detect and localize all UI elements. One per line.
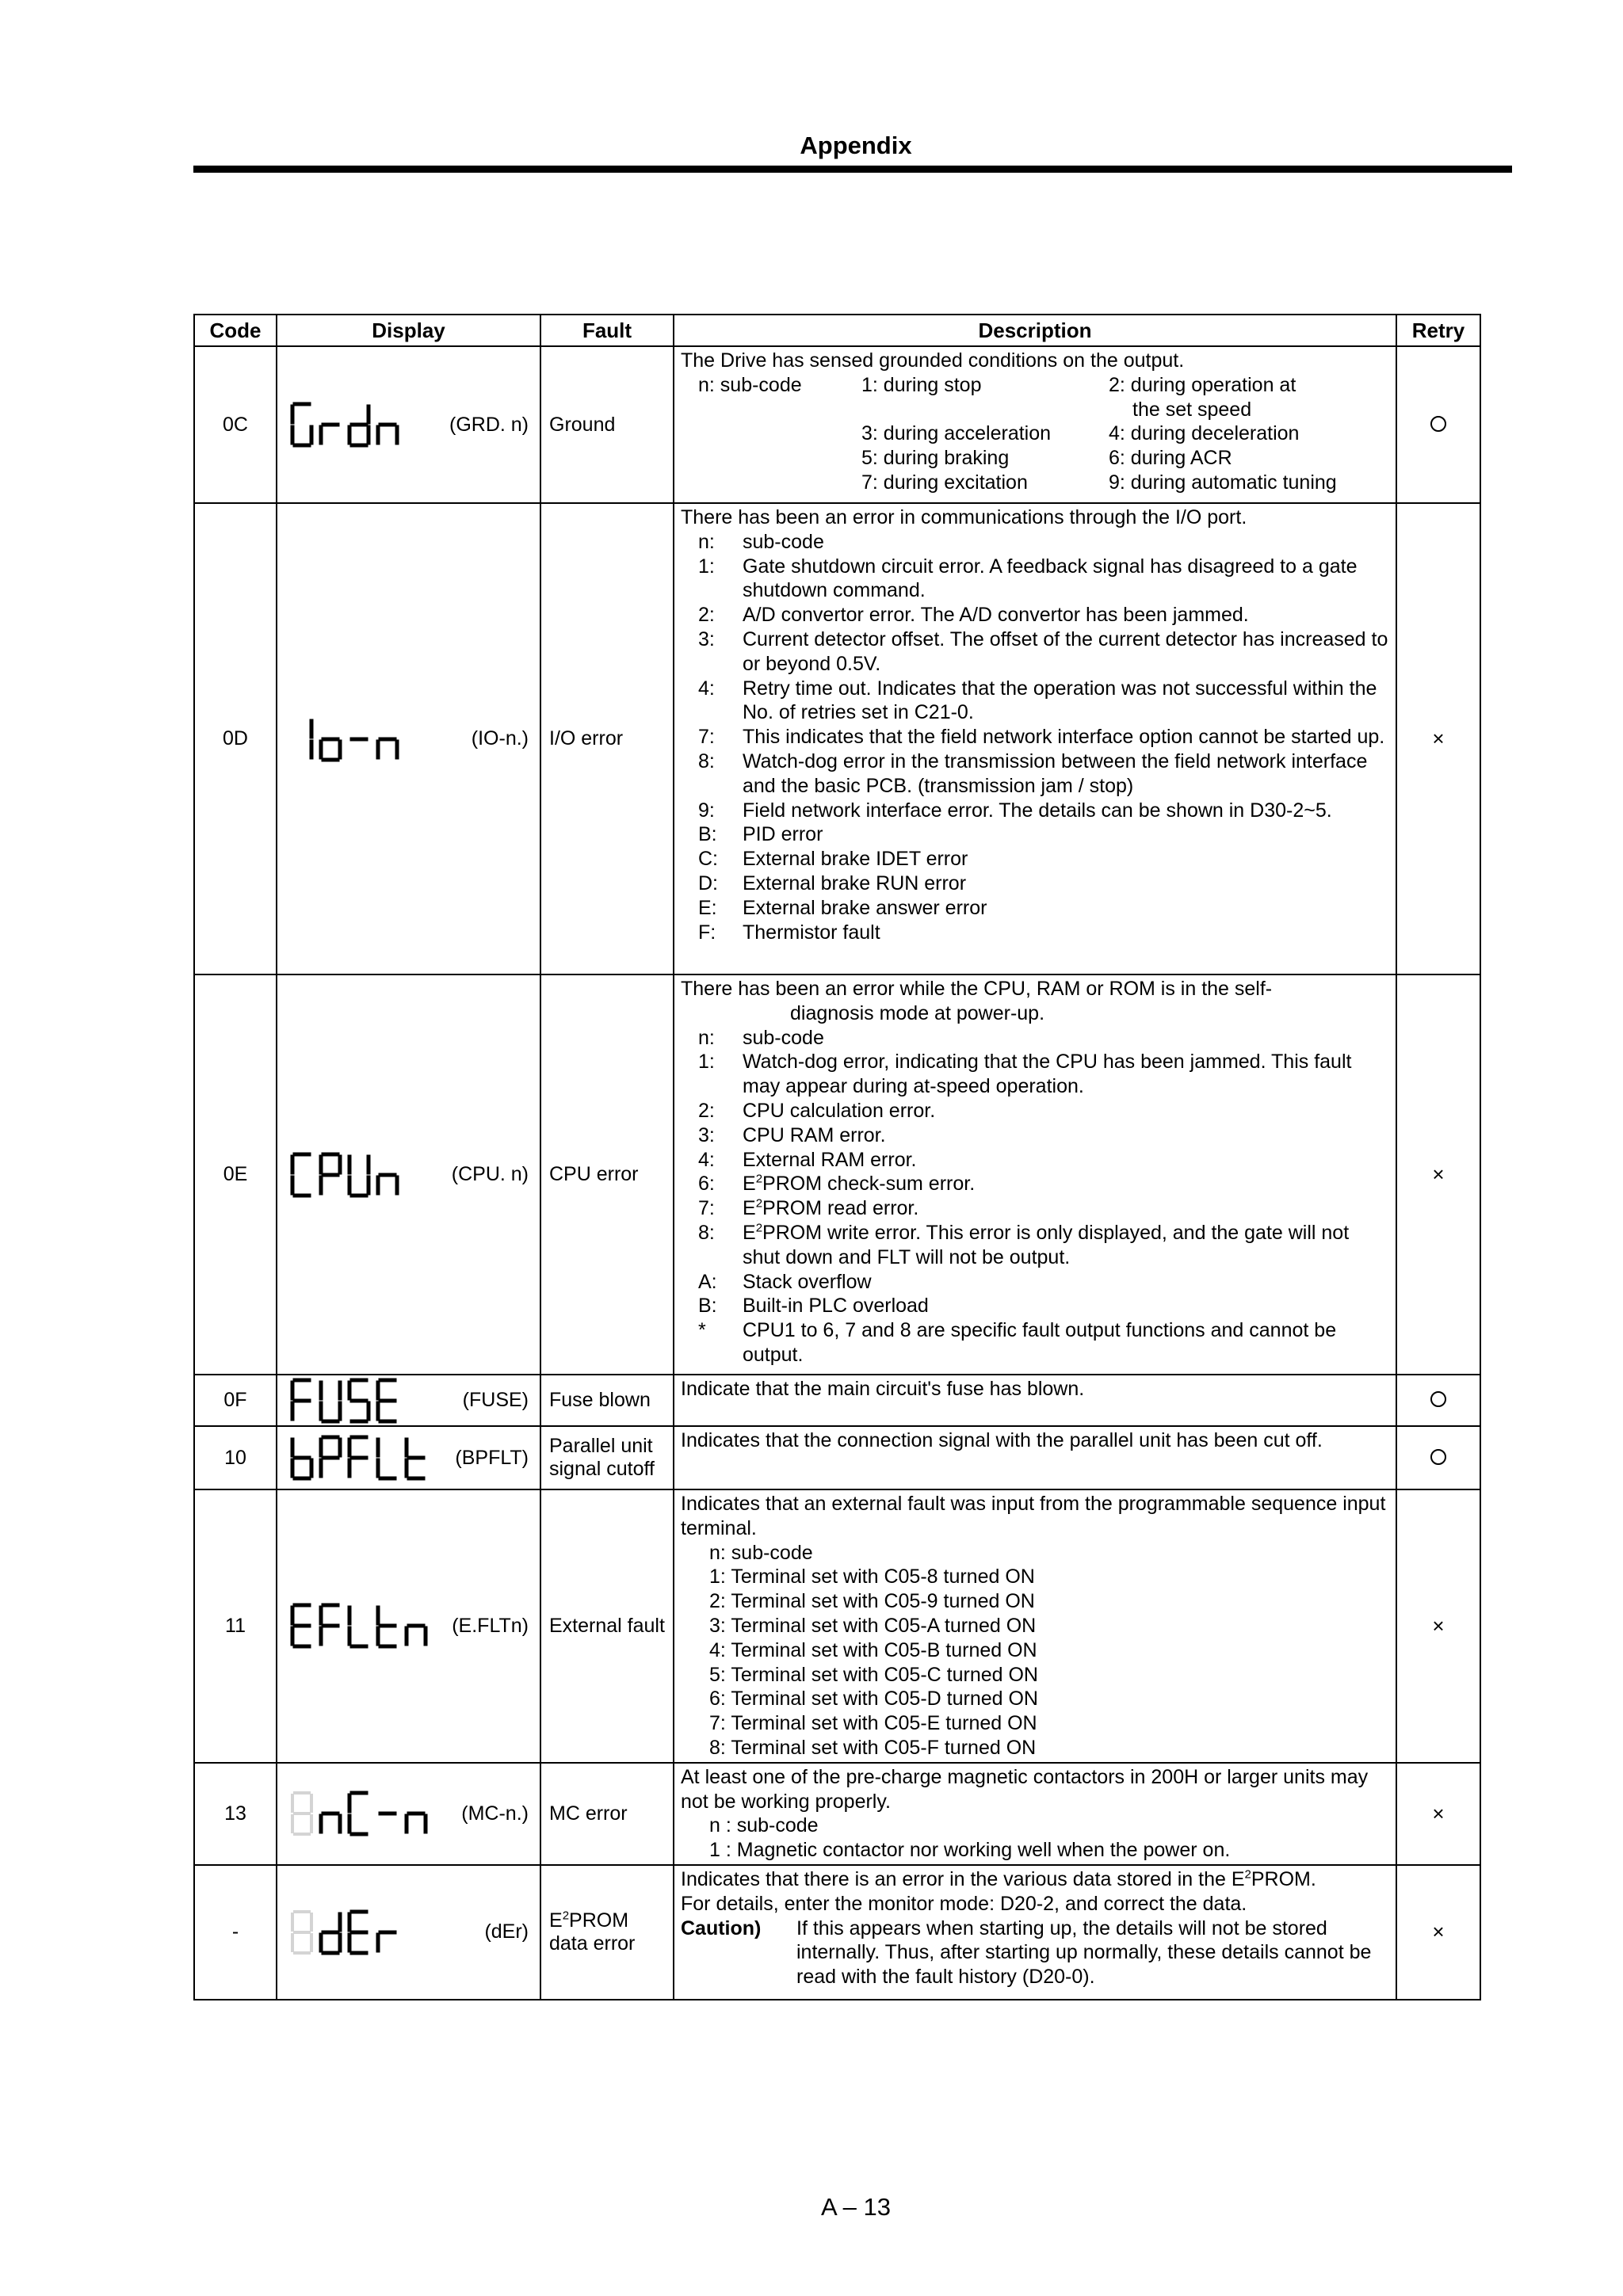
e-prefix: E [743, 1221, 756, 1244]
subcode-text: CPU RAM error. [743, 1123, 886, 1146]
subcode-value [743, 1050, 1389, 1099]
cell-fault [540, 1489, 674, 1763]
segment-digit-icon [403, 1601, 431, 1650]
cell-fault [540, 1865, 674, 2000]
subcode-item [681, 677, 1389, 726]
subcode-item: 7: Terminal set with C05-E turned ON [709, 1712, 1037, 1735]
segment-digit-icon [346, 1433, 374, 1482]
display-wrapper [277, 1789, 540, 1838]
subcode-item: 8: Terminal set with C05-F turned ON [709, 1736, 1037, 1759]
cell-retry [1396, 346, 1480, 503]
subcode-text: External brake answer error [743, 896, 987, 919]
retry-allowed-icon [1430, 1391, 1446, 1407]
cell-retry [1396, 1489, 1480, 1763]
table-row [194, 974, 1480, 1375]
table-header-row [194, 315, 1480, 346]
segment-digit-icon [288, 1601, 317, 1650]
grid-spacer [698, 471, 861, 495]
subcode-item [681, 725, 1389, 749]
cell-retry [1396, 1426, 1480, 1489]
subcode-item: 1 : Magnetic contactor nor working well when the power on. [709, 1839, 1231, 1862]
subcode-item: 1: Terminal set with C05-8 turned ON [709, 1566, 1035, 1589]
segment-digit-icon [288, 1908, 317, 1957]
subcode-key: 7: [698, 1197, 715, 1220]
subcode-item: 1: during stop [861, 373, 982, 396]
caution-note [681, 1917, 1389, 1989]
description-line: For details, enter the monitor mode: D20-2, and correct the data. [681, 1892, 1247, 1915]
display-wrapper [277, 1376, 540, 1425]
segment-digit-icon [288, 1433, 317, 1482]
cell-retry [1396, 974, 1480, 1375]
subcode-text: Built-in PLC overload [743, 1295, 929, 1318]
subcode-text: PID error [743, 823, 823, 846]
display-label: (IO-n.) [471, 727, 529, 749]
grid-spacer [698, 421, 861, 446]
segment-digit-icon [374, 715, 403, 764]
table-row [194, 503, 1480, 974]
subcode-item [681, 1123, 1389, 1148]
subcode-text: Watch-dog error in the transmission between the field network interface and the basic PCB. (transmission jam / stop) [743, 749, 1368, 797]
segment-digit-icon [317, 1433, 346, 1482]
column-header: Code [194, 315, 277, 346]
subcode-item [681, 799, 1389, 823]
subcode-text: External brake RUN error [743, 871, 967, 894]
fault-code: 0F [223, 1389, 247, 1411]
column-header: Retry [1396, 315, 1480, 346]
subcode-item [681, 921, 1389, 945]
segment-digit-icon [288, 1789, 317, 1838]
display-wrapper [277, 1908, 540, 1957]
subcode-key: B: [698, 1295, 717, 1318]
subcode-value [743, 749, 1389, 799]
subcode-key: 2: [698, 604, 715, 627]
cell-description [674, 1865, 1396, 2000]
cell-description [674, 974, 1396, 1375]
caution-label: Caution) [681, 1917, 762, 1939]
fault-name-part: E [549, 1909, 563, 1932]
fault-name: I/O error [549, 727, 624, 749]
superscript: 2 [755, 1173, 763, 1187]
table-row [194, 1426, 1480, 1489]
segment-digit-icon [317, 400, 346, 449]
subcode-item [681, 1050, 1389, 1099]
subcode-item: 6: Terminal set with C05-D turned ON [709, 1688, 1038, 1711]
column-header: Fault [540, 315, 674, 346]
subcode-label: n: sub-code [709, 1541, 813, 1564]
subcode-value [743, 1221, 1389, 1270]
subcode-text: CPU1 to 6, 7 and 8 are specific fault output functions and cannot be output. [743, 1319, 1337, 1366]
cell-display [277, 974, 540, 1375]
cell-display [277, 503, 540, 974]
subcode-item [681, 896, 1389, 921]
superscript: 2 [755, 1221, 763, 1235]
subcode-key: 7: [698, 726, 715, 749]
subcode-item [681, 1026, 1389, 1051]
display-wrapper [277, 1433, 540, 1482]
subcode-key: 1: [698, 1051, 715, 1074]
segment-digit-icon [317, 1908, 346, 1957]
page-number: A – 13 [821, 2193, 891, 2221]
segment-digit-icon [288, 715, 317, 764]
cell-fault [540, 1763, 674, 1865]
subcode-item [681, 1172, 1389, 1196]
display-wrapper [277, 1150, 540, 1199]
description-intro: There has been an error while the CPU, RAM or ROM is in the self- [681, 978, 1273, 1000]
e-prefix: E [743, 1197, 756, 1220]
segment-digit-icon [374, 1789, 403, 1838]
cell-display [277, 1375, 540, 1426]
subcode-key: C: [698, 848, 718, 871]
segment-digit-icon [346, 715, 374, 764]
subcode-item [681, 1148, 1389, 1173]
retry-value: × [1432, 1613, 1445, 1638]
subcode-value [743, 822, 1389, 847]
subcode-value [743, 530, 1389, 555]
table-row [194, 1763, 1480, 1865]
cell-fault [540, 503, 674, 974]
page-header: Appendix [800, 132, 912, 159]
header-rule [193, 166, 1512, 173]
retry-value: × [1432, 1801, 1445, 1825]
description-text: Indicates that there is an error in the various data stored in the E [681, 1867, 1245, 1890]
cell-retry [1396, 1375, 1480, 1426]
fault-code-table [193, 314, 1481, 2000]
subcode-item: 9: during automatic tuning [1109, 471, 1337, 494]
grid-spacer [698, 446, 861, 471]
seven-segment-display [288, 1433, 431, 1482]
description-text: PROM. [1251, 1867, 1316, 1890]
description-intro [681, 1867, 1389, 1892]
subcode-item [681, 1318, 1389, 1367]
cell-description [674, 1763, 1396, 1865]
table-row [194, 1865, 1480, 2000]
e-prefix: E [743, 1173, 756, 1196]
subcode-item [861, 398, 1109, 422]
subcode-grid [681, 373, 1389, 495]
segment-digit-icon [374, 1908, 403, 1957]
cell-retry [1396, 1865, 1480, 2000]
subcode-key: 6: [698, 1173, 715, 1196]
subcode-item: 6: during ACR [1109, 447, 1232, 470]
subcode-key: 1: [698, 555, 715, 578]
subcode-value [743, 896, 1389, 921]
subcode-value [743, 725, 1389, 749]
fault-name-line2: data error [549, 1932, 636, 1955]
fault-name: Parallel unit signal cutoff [549, 1435, 655, 1480]
retry-value: × [1432, 1920, 1445, 1944]
subcode-text: sub-code [743, 530, 824, 553]
display-label: (dEr) [484, 1920, 529, 1943]
fault-code: 0C [223, 413, 248, 436]
superscript: 2 [755, 1196, 763, 1211]
subcode-item: 3: Terminal set with C05-A turned ON [709, 1614, 1037, 1637]
subcode-item [681, 555, 1389, 604]
subcode-item [681, 847, 1389, 871]
subcode-text: sub-code [743, 1026, 824, 1049]
subcode-item: 4: Terminal set with C05-B turned ON [709, 1638, 1037, 1661]
cell-code [194, 1375, 277, 1426]
subcode-item [681, 530, 1389, 555]
segment-digit-icon [374, 1150, 403, 1199]
segment-digit-icon [346, 1789, 374, 1838]
retry-allowed-icon [1430, 416, 1446, 432]
cell-display [277, 1763, 540, 1865]
seven-segment-display [288, 1908, 403, 1957]
display-label: (E.FLTn) [452, 1614, 529, 1637]
seven-segment-display [288, 1789, 431, 1838]
subcode-key: F: [698, 921, 716, 944]
subcode-value [743, 847, 1389, 871]
retry-allowed-icon [1430, 1449, 1446, 1465]
subcode-value [743, 1318, 1389, 1367]
subcode-key: n: [698, 1026, 715, 1049]
superscript: 2 [1244, 1867, 1251, 1882]
cell-fault [540, 346, 674, 503]
description-intro: Indicate that the main circuit's fuse has blown. [681, 1378, 1085, 1400]
column-header: Display [277, 315, 540, 346]
subcode-value [743, 1270, 1389, 1295]
retry-value: × [1432, 727, 1445, 750]
subcode-value [743, 1294, 1389, 1318]
subcode-item [681, 1196, 1389, 1221]
subcode-item [681, 1270, 1389, 1295]
subcode-item [681, 603, 1389, 627]
seven-segment-display [288, 715, 403, 764]
segment-digit-icon [317, 1789, 346, 1838]
display-label: (BPFLT) [455, 1446, 529, 1469]
cell-description [674, 1489, 1396, 1763]
subcode-value [743, 627, 1389, 677]
subcode-value [743, 1172, 1389, 1196]
subcode-text: Retry time out. Indicates that the operation was not successful within the No. of retries set in C21-0. [743, 677, 1377, 724]
cell-code [194, 1489, 277, 1763]
subcode-value [743, 1026, 1389, 1051]
subcode-key: 8: [698, 1221, 715, 1244]
subcode-text: External RAM error. [743, 1148, 917, 1171]
subcode-text: Field network interface error. The details can be shown in D30-2~5. [743, 799, 1332, 822]
cell-fault [540, 1426, 674, 1489]
display-label: (FUSE) [462, 1389, 529, 1411]
fault-code: 13 [224, 1802, 246, 1825]
subcode-item: the set speed [1132, 398, 1252, 421]
segment-digit-icon [317, 1601, 346, 1650]
segment-digit-icon [317, 1150, 346, 1199]
subcode-text: PROM read error. [762, 1197, 919, 1220]
fault-code: 11 [225, 1614, 246, 1637]
fault-code: 10 [224, 1446, 246, 1469]
subcode-key: A: [698, 1270, 717, 1293]
segment-digit-icon [403, 1433, 431, 1482]
fault-code: 0E [223, 1163, 248, 1185]
cell-display [277, 1865, 540, 2000]
subcode-value [743, 555, 1389, 604]
caution-text: If this appears when starting up, the details will not be stored internally. Thus, after starting up normally, these details cannot be read with the fault history (D20-0). [796, 1917, 1372, 1989]
segment-digit-icon [346, 1150, 374, 1199]
segment-digit-icon [374, 1601, 403, 1650]
cell-fault [540, 974, 674, 1375]
cell-display [277, 1426, 540, 1489]
subcode-value [743, 1099, 1389, 1123]
subcode-text: CPU calculation error. [743, 1099, 936, 1122]
subcode-key: n: [698, 530, 715, 553]
cell-code [194, 1763, 277, 1865]
seven-segment-display [288, 400, 403, 449]
segment-digit-icon [288, 1150, 317, 1199]
subcode-key: 3: [698, 1123, 715, 1146]
subcode-text: PROM write error. This error is only displayed, and the gate will not shut down and FLT will not be output. [743, 1221, 1350, 1268]
cell-retry [1396, 503, 1480, 974]
subcode-key: E: [698, 896, 717, 919]
subcode-text: Watch-dog error, indicating that the CPU has been jammed. This fault may appear during at-speed operation. [743, 1051, 1352, 1098]
subcode-key: * [698, 1319, 706, 1342]
segment-digit-icon [403, 1789, 431, 1838]
subcode-item [681, 871, 1389, 896]
subcode-text: External brake IDET error [743, 848, 968, 871]
segment-digit-icon [374, 1376, 403, 1425]
segment-digit-icon [346, 1908, 374, 1957]
subcode-value [743, 603, 1389, 627]
display-label: (CPU. n) [451, 1163, 529, 1185]
subcode-value [743, 799, 1389, 823]
subcode-value [743, 1196, 1389, 1221]
subcode-item: 5: during braking [861, 447, 1010, 470]
segment-digit-icon [374, 400, 403, 449]
subcode-key: 2: [698, 1099, 715, 1122]
segment-digit-icon [346, 400, 374, 449]
subcode-label: n: sub-code [698, 373, 802, 396]
subcode-key: 4: [698, 1148, 715, 1171]
seven-segment-display [288, 1150, 403, 1199]
subcode-key: D: [698, 871, 718, 894]
subcode-key: 4: [698, 677, 715, 700]
segment-digit-icon [288, 400, 317, 449]
segment-digit-icon [346, 1376, 374, 1425]
description-intro: There has been an error in communications through the I/O port. [681, 506, 1247, 528]
display-wrapper [277, 715, 540, 764]
fault-code: 0D [223, 727, 248, 749]
subcode-item: 5: Terminal set with C05-C turned ON [709, 1663, 1038, 1686]
description-intro: Indicates that the connection signal with the parallel unit has been cut off. [681, 1429, 1323, 1451]
subcode-value [743, 677, 1389, 726]
cell-code [194, 503, 277, 974]
cell-description [674, 503, 1396, 974]
fault-name: Ground [549, 413, 616, 436]
cell-code [194, 1426, 277, 1489]
subcode-text: A/D convertor error. The A/D convertor has been jammed. [743, 604, 1249, 627]
subcode-item: 3: during acceleration [861, 422, 1052, 445]
cell-code [194, 1865, 277, 2000]
subcode-text: This indicates that the field network interface option cannot be started up. [743, 726, 1385, 749]
table-row [194, 346, 1480, 503]
subcode-item: 2: during operation at [1109, 373, 1296, 396]
subcode-key: 9: [698, 799, 715, 822]
subcode-text: Current detector offset. The offset of the current detector has increased to or beyond 0.5V. [743, 627, 1388, 675]
fault-name: Fuse blown [549, 1389, 651, 1411]
subcode-text: Stack overflow [743, 1270, 872, 1293]
description-intro-cont: diagnosis mode at power-up. [790, 1001, 1045, 1024]
subcode-item [681, 822, 1389, 847]
fault-code: - [231, 1920, 239, 1943]
fault-name [549, 1909, 673, 1932]
subcode-value [743, 871, 1389, 896]
cell-display [277, 1489, 540, 1763]
cell-description [674, 1375, 1396, 1426]
display-wrapper [277, 400, 540, 449]
cell-description [674, 1426, 1396, 1489]
subcode-item: 2: Terminal set with C05-9 turned ON [709, 1590, 1035, 1613]
table-row [194, 1375, 1480, 1426]
segment-digit-icon [288, 1376, 317, 1425]
subcode-key: 8: [698, 749, 715, 772]
segment-digit-icon [374, 1433, 403, 1482]
subcode-text: Gate shutdown circuit error. A feedback signal has disagreed to a gate shutdown command. [743, 555, 1358, 602]
display-wrapper [277, 1601, 540, 1650]
subcode-item: 4: during deceleration [1109, 422, 1300, 445]
cell-fault [540, 1375, 674, 1426]
cell-display [277, 346, 540, 503]
fault-name: MC error [549, 1802, 628, 1825]
subcode-key: B: [698, 823, 717, 846]
subcode-item [681, 1099, 1389, 1123]
display-label: (GRD. n) [449, 413, 529, 436]
column-header: Description [674, 315, 1396, 346]
description-intro: The Drive has sensed grounded conditions on the output. [681, 349, 1185, 372]
fault-name-superscript: 2 [562, 1909, 570, 1923]
cell-code [194, 974, 277, 1375]
subcode-value [743, 921, 1389, 945]
subcode-value [743, 1148, 1389, 1173]
display-label: (MC-n.) [461, 1802, 529, 1825]
subcode-key: 3: [698, 627, 715, 650]
segment-digit-icon [317, 1376, 346, 1425]
grid-spacer [698, 398, 861, 422]
subcode-item [681, 627, 1389, 677]
description-intro: Indicates that an external fault was input from the programmable sequence input terminal. [681, 1493, 1386, 1539]
subcode-item [681, 1221, 1389, 1270]
cell-retry [1396, 1763, 1480, 1865]
subcode-text: Thermistor fault [743, 921, 880, 944]
subcode-item [681, 1294, 1389, 1318]
cell-code [194, 346, 277, 503]
segment-digit-icon [346, 1601, 374, 1650]
fault-name-part: PROM [569, 1909, 629, 1932]
fault-name: External fault [549, 1614, 665, 1637]
description-intro: At least one of the pre-charge magnetic contactors in 200H or larger units may not be working properly. [681, 1765, 1369, 1813]
subcode-value [743, 1123, 1389, 1148]
segment-digit-icon [317, 715, 346, 764]
subcode-item: 7: during excitation [861, 471, 1028, 494]
seven-segment-display [288, 1601, 431, 1650]
subcode-label: n : sub-code [709, 1814, 819, 1837]
subcode-text: PROM check-sum error. [762, 1173, 976, 1196]
retry-value: × [1432, 1162, 1445, 1186]
subcode-item [681, 749, 1389, 799]
cell-description [674, 346, 1396, 503]
table-row [194, 1489, 1480, 1763]
fault-name: CPU error [549, 1163, 639, 1185]
seven-segment-display [288, 1376, 403, 1425]
